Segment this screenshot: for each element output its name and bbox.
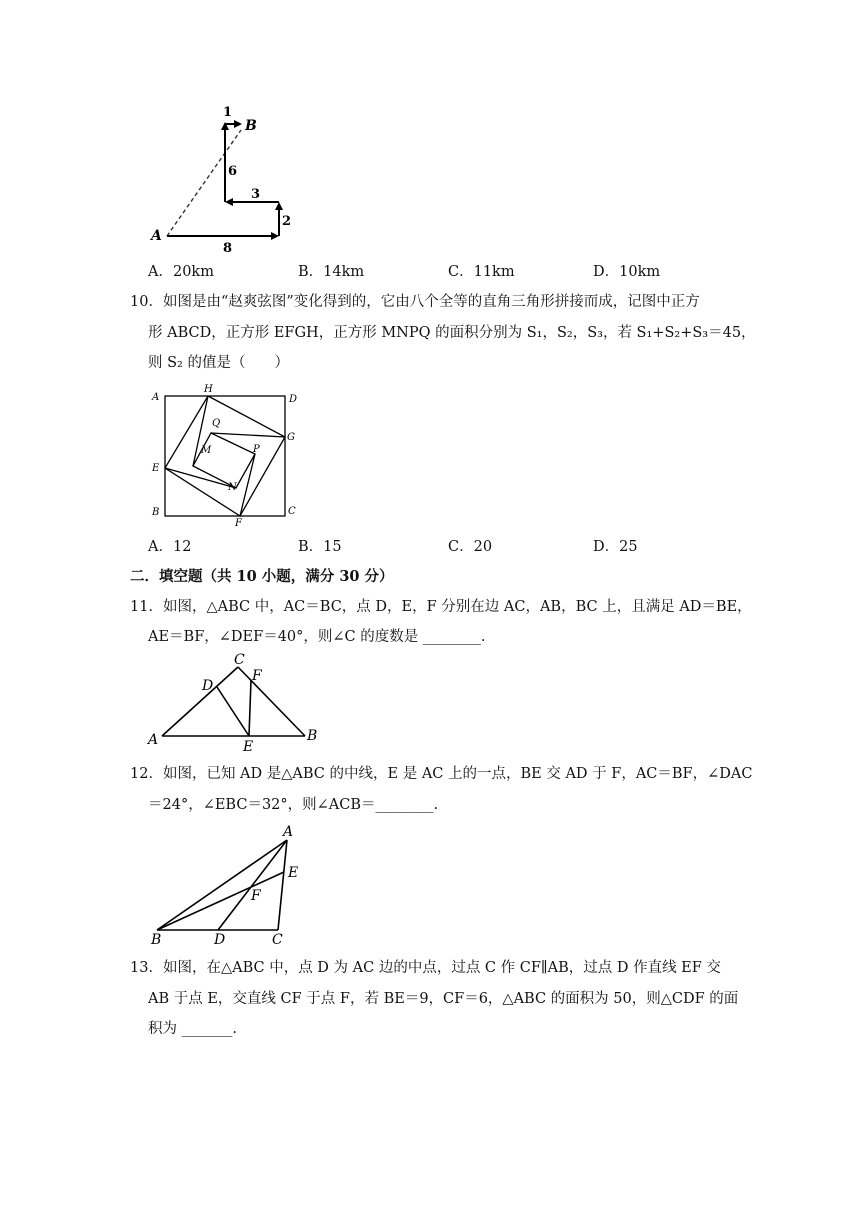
q11-label-f: F [252, 668, 262, 684]
q10-line-1: 10．如图是由“赵爽弦图”变化得到的，它由八个全等的直角三角形拼接而成，记图中正方 [130, 294, 700, 310]
q9-label-1: 1 [223, 105, 233, 120]
q10-figure [148, 380, 328, 530]
q10-line-2: 形 ABCD，正方形 EFGH，正方形 MNPQ 的面积分别为 S₁，S₂，S₃，若 S₁+S₂+S₃＝45， [148, 325, 756, 341]
q11-label-e: E [243, 739, 254, 755]
q11-line-1: 11．如图，△ABC 中，AC＝BC，点 D，E，F 分别在边 AC，AB，BC 上，且满足 AD＝BE， [130, 599, 752, 615]
q9-label-8: 8 [223, 241, 233, 256]
q10-label-q: Q [212, 418, 221, 429]
q12-line-1: 12．如图，已知 AD 是△ABC 的中线，E 是 AC 上的一点，BE 交 AD 于 F，AC＝BF，∠DAC [130, 766, 753, 782]
q11-label-d: D [202, 678, 214, 694]
q11-label-a: A [148, 732, 159, 748]
q9-option-b: B．14km [298, 264, 365, 280]
section-2-title: 二．填空题（共 10 小题，满分 30 分） [130, 568, 394, 585]
q10-label-h: H [204, 384, 213, 395]
q12-label-b: B [151, 932, 162, 948]
q10-label-e: E [152, 463, 160, 474]
q10-label-b: B [152, 507, 160, 518]
q10-label-f: F [235, 518, 242, 529]
q9-label-6: 6 [228, 164, 238, 179]
q10-option-d: D．25 [593, 539, 638, 555]
q11-label-b: B [307, 728, 318, 744]
q9-label-b: B [245, 118, 257, 134]
q9-label-2: 2 [282, 214, 292, 229]
q11-line-2: AE＝BF，∠DEF＝40°，则∠C 的度数是 ________. [148, 629, 486, 645]
q12-label-c: C [272, 932, 283, 948]
q10-label-m: M [201, 445, 212, 456]
q10-option-c: C．20 [448, 539, 493, 555]
q10-label-p: P [253, 444, 260, 455]
q11-figure [145, 650, 330, 755]
q12-label-d: D [214, 932, 226, 948]
q11-label-c: C [234, 652, 245, 668]
q9-figure [145, 100, 305, 260]
q12-label-e: E [288, 865, 299, 881]
q10-option-a: A．12 [148, 539, 192, 555]
q12-figure [145, 820, 320, 948]
q9-label-a: A [151, 228, 162, 244]
q10-label-d: D [289, 394, 298, 405]
q10-label-c: C [288, 506, 296, 517]
q13-line-2: AB 于点 E，交直线 CF 于点 F，若 BE＝9，CF＝6，△ABC 的面积为 50，则△CDF 的面 [148, 991, 739, 1007]
q9-option-d: D．10km [593, 264, 661, 280]
q12-label-f: F [251, 888, 261, 904]
q12-label-a: A [283, 824, 294, 840]
q13-line-1: 13．如图，在△ABC 中，点 D 为 AC 边的中点，过点 C 作 CF∥AB，过点 D 作直线 EF 交 [130, 960, 721, 976]
q10-line-3: 则 S₂ 的值是（ ） [148, 355, 289, 371]
q9-label-3: 3 [251, 187, 261, 202]
q12-line-2: ＝24°，∠EBC＝32°，则∠ACB＝________. [148, 797, 439, 813]
q9-option-c: C．11km [448, 264, 515, 280]
q10-label-n: N [228, 482, 237, 493]
q10-option-b: B．15 [298, 539, 342, 555]
q13-line-3: 积为 _______. [148, 1021, 237, 1037]
q9-option-a: A．20km [148, 264, 214, 280]
q10-label-a: A [152, 392, 160, 403]
q10-label-g: G [287, 432, 295, 443]
